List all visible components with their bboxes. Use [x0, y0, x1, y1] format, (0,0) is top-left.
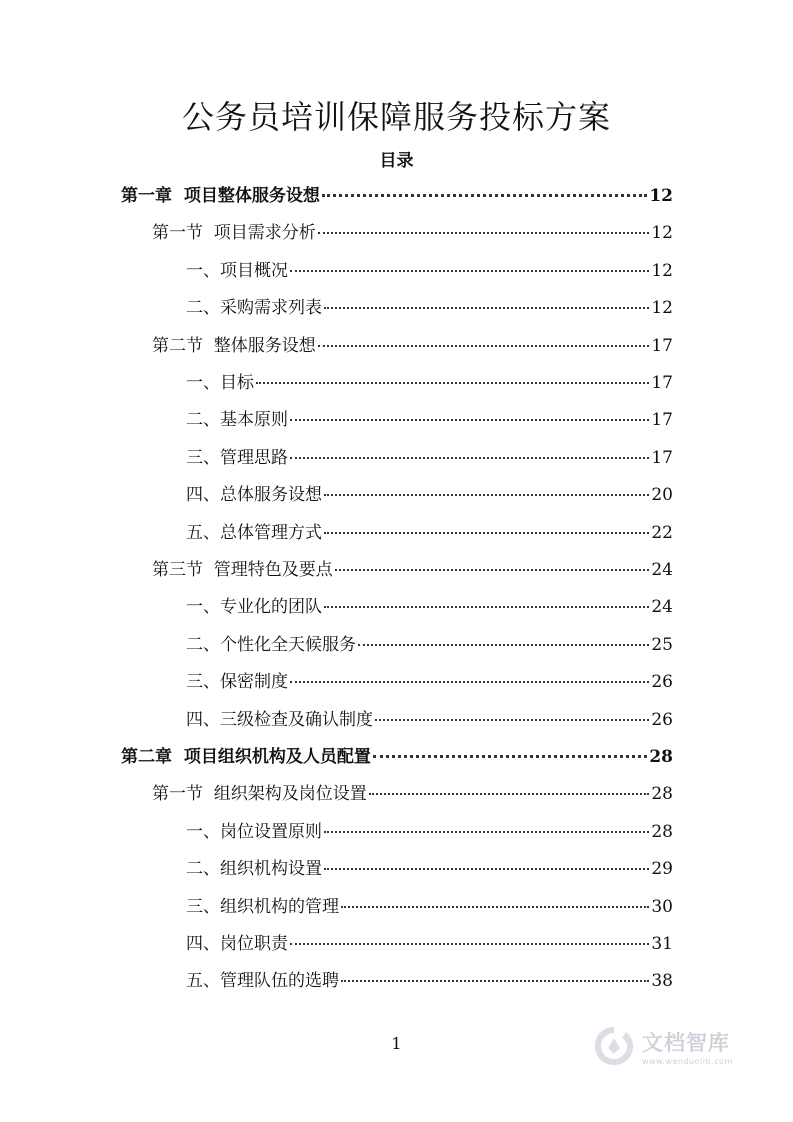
- toc-entry-page: 24: [651, 597, 673, 618]
- toc-leader-dots: [358, 644, 649, 646]
- toc-leader-dots: [290, 419, 649, 421]
- toc-entry-label: 第二节 整体服务设想: [152, 335, 316, 356]
- toc-entry-level-3[interactable]: [186, 667, 673, 693]
- toc-entry-label: 五、管理队伍的选聘: [186, 971, 339, 992]
- toc-entry-label: 四、三级检查及确认制度: [186, 709, 373, 730]
- toc-entry-level-3[interactable]: [186, 854, 673, 880]
- document-title: 公务员培训保障服务投标方案: [181, 98, 611, 136]
- toc-leader-dots: [341, 980, 649, 982]
- toc-entry-page: 17: [651, 410, 673, 431]
- toc-entry-page: 28: [651, 784, 673, 805]
- toc-entry-label: 三、组织机构的管理: [186, 896, 339, 917]
- toc-leader-dots: [324, 831, 649, 833]
- toc-entry-page: 31: [651, 934, 673, 954]
- toc-entry-label: 四、总体服务设想: [186, 485, 322, 506]
- toc-entry-page: 24: [651, 560, 673, 580]
- toc-entry-page: 25: [651, 634, 673, 655]
- toc-entry-label: 四、岗位职责: [186, 934, 288, 954]
- toc-entry-page: 30: [651, 896, 673, 917]
- toc-entry-page: 26: [651, 709, 673, 730]
- toc-entry-level-2[interactable]: [152, 555, 673, 581]
- toc-entry-level-3[interactable]: [186, 518, 673, 544]
- toc-entry-label: 二、组织机构设置: [186, 859, 322, 880]
- toc-entry-label: 一、项目概况: [186, 260, 288, 281]
- toc-entry-level-2[interactable]: [152, 218, 673, 244]
- toc-entry-label: 一、专业化的团队: [186, 597, 322, 618]
- toc-leader-dots: [373, 755, 647, 758]
- toc-leader-dots: [324, 868, 649, 870]
- toc-leader-dots: [318, 232, 649, 234]
- toc-entry-page: 38: [651, 971, 673, 992]
- toc-entry-page: 29: [651, 859, 673, 880]
- toc-entry-level-1[interactable]: [121, 181, 673, 207]
- toc-entry-page: 12: [649, 186, 673, 206]
- toc-entry-label: 三、管理思路: [186, 447, 288, 468]
- toc-entry-page: 22: [651, 522, 673, 543]
- toc-entry-page: 20: [651, 485, 673, 506]
- toc-leader-dots: [322, 194, 647, 197]
- toc-entry-level-3[interactable]: [186, 256, 673, 282]
- toc-leader-dots: [324, 606, 649, 608]
- toc-entry-page: 12: [651, 260, 673, 281]
- toc-leader-dots: [290, 943, 649, 945]
- toc-leader-dots: [335, 569, 649, 571]
- toc-entry-page: 17: [651, 447, 673, 468]
- toc-entry-label: 一、岗位设置原则: [186, 821, 322, 842]
- toc-entry-level-2[interactable]: [152, 779, 673, 805]
- toc-entry-level-1[interactable]: [121, 742, 673, 768]
- toc-entry-level-3[interactable]: [186, 892, 673, 918]
- toc-entry-level-3[interactable]: [186, 705, 673, 731]
- watermark-name: 文档智库: [642, 1030, 730, 1055]
- toc-entry-page: 28: [649, 747, 673, 767]
- toc-entry-level-3[interactable]: [186, 592, 673, 618]
- toc-leader-dots: [369, 793, 649, 795]
- toc-entry-label: 第一节 组织架构及岗位设置: [152, 784, 367, 805]
- toc-entry-page: 28: [651, 821, 673, 842]
- page-number: 1: [391, 1034, 402, 1053]
- toc-leader-dots: [318, 345, 649, 347]
- toc-entry-level-3[interactable]: [186, 480, 673, 506]
- toc-heading: 目录: [379, 151, 414, 171]
- toc-entry-page: 26: [651, 672, 673, 693]
- toc-entry-label: 第三节 管理特色及要点: [152, 560, 333, 580]
- toc-entry-level-3[interactable]: [186, 929, 673, 955]
- toc-entry-label: 二、采购需求列表: [186, 298, 322, 319]
- toc-leader-dots: [341, 906, 649, 908]
- toc-entry-page: 12: [651, 223, 673, 244]
- toc-entry-page: 17: [651, 335, 673, 356]
- toc-leader-dots: [290, 270, 649, 272]
- toc-entry-label: 第一节 项目需求分析: [152, 223, 316, 244]
- toc-entry-level-2[interactable]: [152, 331, 673, 357]
- toc-entry-label: 一、目标: [186, 373, 254, 393]
- toc-entry-page: 17: [651, 373, 673, 393]
- toc-leader-dots: [324, 307, 649, 309]
- toc-leader-dots: [290, 457, 649, 459]
- toc-entry-label: 二、个性化全天候服务: [186, 634, 356, 655]
- toc-entry-level-3[interactable]: [186, 630, 673, 656]
- toc-entry-level-3[interactable]: [186, 405, 673, 431]
- toc-leader-dots: [324, 532, 649, 534]
- toc-entry-label: 第二章 项目组织机构及人员配置: [121, 747, 371, 767]
- toc-entry-level-3[interactable]: [186, 817, 673, 843]
- toc-leader-dots: [375, 719, 649, 721]
- toc-entry-level-3[interactable]: [186, 368, 673, 394]
- toc-entry-label: 第一章 项目整体服务设想: [121, 186, 320, 206]
- watermark: [592, 1018, 752, 1074]
- toc-entry-page: 12: [651, 298, 673, 319]
- toc-leader-dots: [256, 382, 649, 384]
- wendu-logo-icon: [592, 1024, 636, 1068]
- toc-entry-level-3[interactable]: [186, 293, 673, 319]
- toc-leader-dots: [324, 494, 649, 496]
- toc-entry-label: 三、保密制度: [186, 672, 288, 693]
- toc-entry-label: 二、基本原则: [186, 410, 288, 431]
- toc-leader-dots: [290, 681, 649, 683]
- toc-entry-label: 五、总体管理方式: [186, 522, 322, 543]
- toc-entry-level-3[interactable]: [186, 443, 673, 469]
- toc-entry-level-3[interactable]: [186, 966, 673, 992]
- watermark-url: www.wenduolib.com: [642, 1056, 733, 1066]
